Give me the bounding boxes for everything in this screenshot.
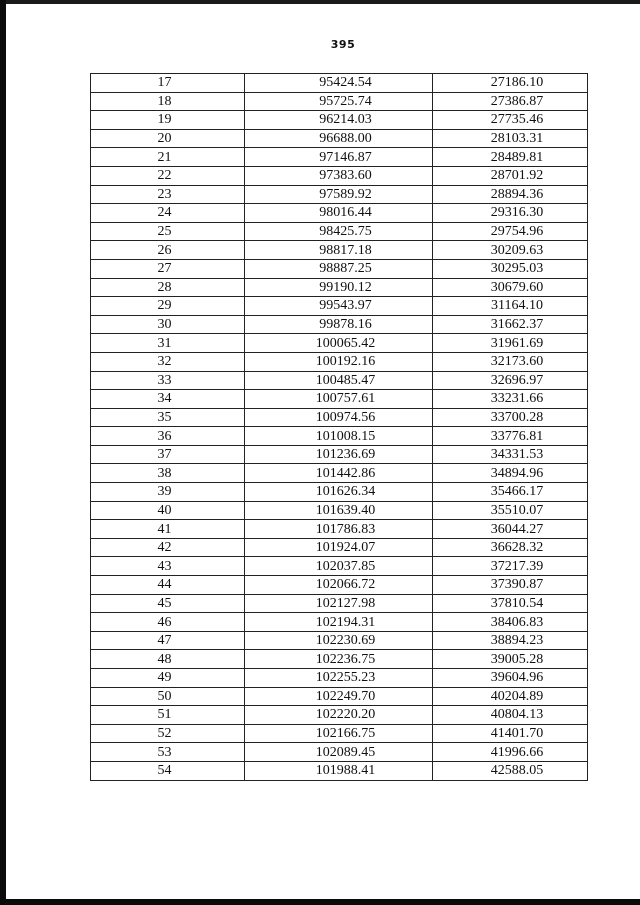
row-index-cell: 45 — [91, 594, 245, 613]
scan-bottom-edge — [0, 899, 640, 905]
second-value-cell: 36044.27 — [433, 520, 588, 539]
table-row — [91, 278, 588, 297]
value-cell: 99190.12 — [245, 278, 433, 297]
row-index-cell: 35 — [91, 408, 245, 427]
row-index-cell: 44 — [91, 576, 245, 595]
value-cell: 101442.86 — [245, 464, 433, 483]
row-index-cell: 53 — [91, 743, 245, 762]
table-row — [91, 408, 588, 427]
value-cell: 102089.45 — [245, 743, 433, 762]
table-row — [91, 631, 588, 650]
value-cell: 101639.40 — [245, 501, 433, 520]
second-value-cell: 42588.05 — [433, 761, 588, 780]
row-index-cell: 50 — [91, 687, 245, 706]
row-index-cell: 21 — [91, 148, 245, 167]
table-row — [91, 148, 588, 167]
second-value-cell: 40204.89 — [433, 687, 588, 706]
row-index-cell: 48 — [91, 650, 245, 669]
table-row — [91, 520, 588, 539]
second-value-cell: 34331.53 — [433, 445, 588, 464]
second-value-cell: 32173.60 — [433, 352, 588, 371]
row-index-cell: 52 — [91, 724, 245, 743]
table-row — [91, 427, 588, 446]
table-row — [91, 129, 588, 148]
table-row — [91, 724, 588, 743]
table-row — [91, 613, 588, 632]
value-cell: 97589.92 — [245, 185, 433, 204]
table-row — [91, 259, 588, 278]
row-index-cell: 26 — [91, 241, 245, 260]
row-index-cell: 43 — [91, 557, 245, 576]
value-cell: 97383.60 — [245, 166, 433, 185]
row-index-cell: 23 — [91, 185, 245, 204]
second-value-cell: 27186.10 — [433, 74, 588, 93]
second-value-cell: 35510.07 — [433, 501, 588, 520]
second-value-cell: 39005.28 — [433, 650, 588, 669]
value-cell: 100065.42 — [245, 334, 433, 353]
table-row — [91, 445, 588, 464]
table-row — [91, 74, 588, 93]
value-cell: 102194.31 — [245, 613, 433, 632]
value-cell: 102066.72 — [245, 576, 433, 595]
table-row — [91, 204, 588, 223]
value-cell: 98817.18 — [245, 241, 433, 260]
second-value-cell: 31164.10 — [433, 297, 588, 316]
row-index-cell: 31 — [91, 334, 245, 353]
table-row — [91, 92, 588, 111]
value-cell: 101988.41 — [245, 761, 433, 780]
table-row — [91, 743, 588, 762]
row-index-cell: 46 — [91, 613, 245, 632]
table-row — [91, 557, 588, 576]
row-index-cell: 33 — [91, 371, 245, 390]
table-row — [91, 761, 588, 780]
row-index-cell: 36 — [91, 427, 245, 446]
data-table — [90, 73, 588, 781]
second-value-cell: 37217.39 — [433, 557, 588, 576]
second-value-cell: 27735.46 — [433, 111, 588, 130]
second-value-cell: 41401.70 — [433, 724, 588, 743]
value-cell: 102249.70 — [245, 687, 433, 706]
table-row — [91, 687, 588, 706]
second-value-cell: 41996.66 — [433, 743, 588, 762]
row-index-cell: 28 — [91, 278, 245, 297]
second-value-cell: 27386.87 — [433, 92, 588, 111]
value-cell: 102037.85 — [245, 557, 433, 576]
row-index-cell: 25 — [91, 222, 245, 241]
value-cell: 98425.75 — [245, 222, 433, 241]
table-row — [91, 352, 588, 371]
table-row — [91, 594, 588, 613]
row-index-cell: 24 — [91, 204, 245, 223]
table-body — [91, 74, 588, 781]
table-row — [91, 185, 588, 204]
second-value-cell: 28489.81 — [433, 148, 588, 167]
second-value-cell: 39604.96 — [433, 669, 588, 688]
value-cell: 100192.16 — [245, 352, 433, 371]
second-value-cell: 32696.97 — [433, 371, 588, 390]
table-row — [91, 669, 588, 688]
value-cell: 101236.69 — [245, 445, 433, 464]
table-row — [91, 371, 588, 390]
value-cell: 102255.23 — [245, 669, 433, 688]
second-value-cell: 31662.37 — [433, 315, 588, 334]
value-cell: 102166.75 — [245, 724, 433, 743]
value-cell: 99543.97 — [245, 297, 433, 316]
value-cell: 100974.56 — [245, 408, 433, 427]
value-cell: 99878.16 — [245, 315, 433, 334]
value-cell: 102220.20 — [245, 706, 433, 725]
second-value-cell: 33776.81 — [433, 427, 588, 446]
row-index-cell: 39 — [91, 483, 245, 502]
second-value-cell: 35466.17 — [433, 483, 588, 502]
second-value-cell: 34894.96 — [433, 464, 588, 483]
row-index-cell: 41 — [91, 520, 245, 539]
table-row — [91, 501, 588, 520]
table-row — [91, 706, 588, 725]
second-value-cell: 29316.30 — [433, 204, 588, 223]
row-index-cell: 34 — [91, 390, 245, 409]
scan-top-edge — [0, 0, 640, 4]
row-index-cell: 42 — [91, 538, 245, 557]
table-row — [91, 334, 588, 353]
row-index-cell: 37 — [91, 445, 245, 464]
second-value-cell: 33700.28 — [433, 408, 588, 427]
second-value-cell: 28103.31 — [433, 129, 588, 148]
value-cell: 96688.00 — [245, 129, 433, 148]
value-cell: 101626.34 — [245, 483, 433, 502]
value-cell: 101924.07 — [245, 538, 433, 557]
row-index-cell: 51 — [91, 706, 245, 725]
second-value-cell: 28894.36 — [433, 185, 588, 204]
row-index-cell: 40 — [91, 501, 245, 520]
table-row — [91, 241, 588, 260]
row-index-cell: 49 — [91, 669, 245, 688]
second-value-cell: 38894.23 — [433, 631, 588, 650]
table-row — [91, 390, 588, 409]
second-value-cell: 30295.03 — [433, 259, 588, 278]
second-value-cell: 38406.83 — [433, 613, 588, 632]
row-index-cell: 18 — [91, 92, 245, 111]
table-row — [91, 166, 588, 185]
row-index-cell: 19 — [91, 111, 245, 130]
row-index-cell: 32 — [91, 352, 245, 371]
value-cell: 98016.44 — [245, 204, 433, 223]
table-row — [91, 483, 588, 502]
value-cell: 102127.98 — [245, 594, 433, 613]
data-table-container — [90, 73, 587, 781]
second-value-cell: 30209.63 — [433, 241, 588, 260]
value-cell: 102236.75 — [245, 650, 433, 669]
value-cell: 98887.25 — [245, 259, 433, 278]
row-index-cell: 29 — [91, 297, 245, 316]
row-index-cell: 30 — [91, 315, 245, 334]
row-index-cell: 17 — [91, 74, 245, 93]
table-row — [91, 576, 588, 595]
value-cell: 95725.74 — [245, 92, 433, 111]
value-cell: 95424.54 — [245, 74, 433, 93]
table-row — [91, 538, 588, 557]
scan-left-edge — [0, 0, 6, 905]
value-cell: 100485.47 — [245, 371, 433, 390]
value-cell: 101786.83 — [245, 520, 433, 539]
row-index-cell: 27 — [91, 259, 245, 278]
table-row — [91, 650, 588, 669]
page-number: 395 — [330, 38, 356, 51]
row-index-cell: 38 — [91, 464, 245, 483]
table-row — [91, 297, 588, 316]
value-cell: 96214.03 — [245, 111, 433, 130]
second-value-cell: 36628.32 — [433, 538, 588, 557]
row-index-cell: 20 — [91, 129, 245, 148]
second-value-cell: 30679.60 — [433, 278, 588, 297]
row-index-cell: 22 — [91, 166, 245, 185]
table-row — [91, 464, 588, 483]
table-row — [91, 111, 588, 130]
second-value-cell: 33231.66 — [433, 390, 588, 409]
second-value-cell: 29754.96 — [433, 222, 588, 241]
value-cell: 97146.87 — [245, 148, 433, 167]
value-cell: 101008.15 — [245, 427, 433, 446]
table-row — [91, 315, 588, 334]
second-value-cell: 37810.54 — [433, 594, 588, 613]
second-value-cell: 28701.92 — [433, 166, 588, 185]
second-value-cell: 37390.87 — [433, 576, 588, 595]
value-cell: 102230.69 — [245, 631, 433, 650]
row-index-cell: 54 — [91, 761, 245, 780]
table-row — [91, 222, 588, 241]
row-index-cell: 47 — [91, 631, 245, 650]
value-cell: 100757.61 — [245, 390, 433, 409]
second-value-cell: 31961.69 — [433, 334, 588, 353]
second-value-cell: 40804.13 — [433, 706, 588, 725]
